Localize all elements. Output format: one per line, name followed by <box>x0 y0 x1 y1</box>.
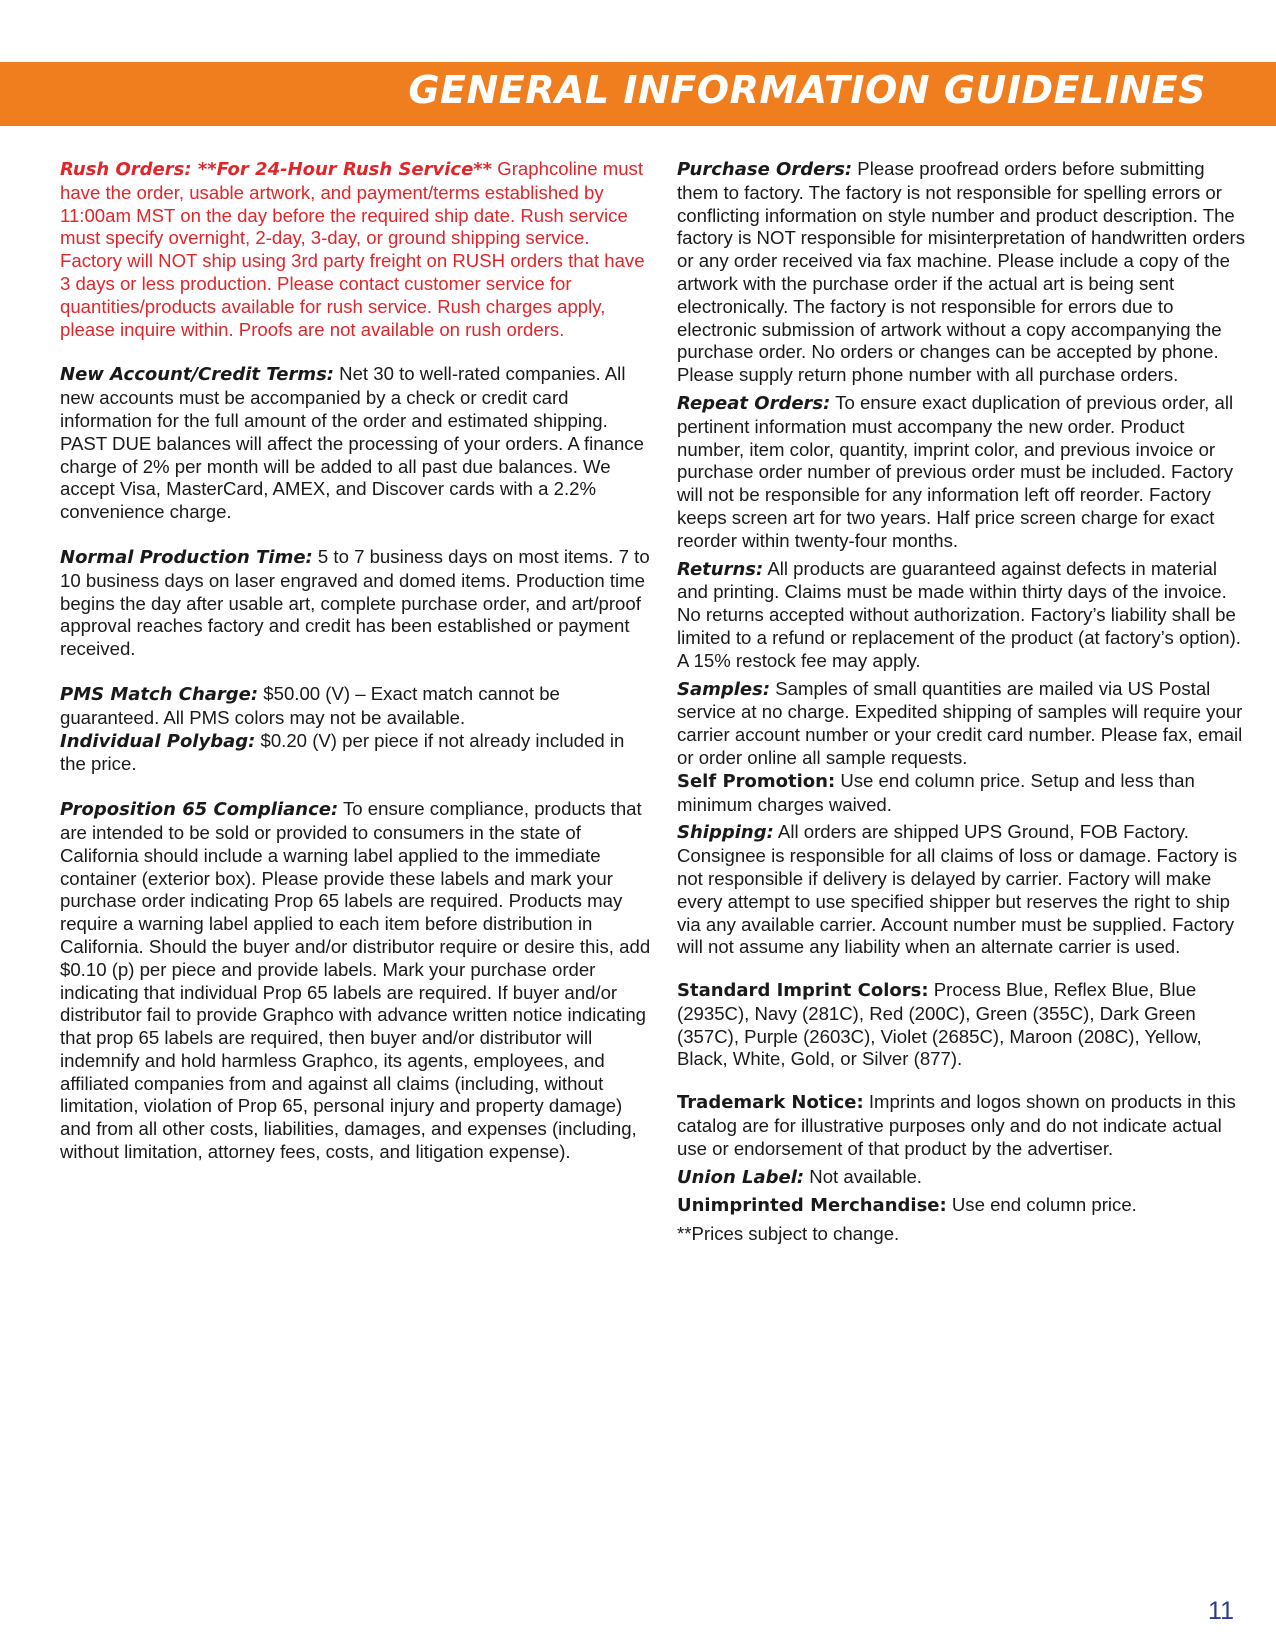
section-body: Imprints and logos shown on products in this catalog are for illustrative purposes only and do not indicate actual use or endorsement of that product by the advertiser. <box>677 1091 1236 1159</box>
page-number: 11 <box>1208 1597 1234 1625</box>
section-heading: Repeat Orders: <box>677 392 831 414</box>
production-time-section <box>60 546 654 661</box>
section-heading: Self Promotion: <box>677 770 836 792</box>
unimprinted-section <box>677 1194 1251 1218</box>
section-body: Net 30 to well-rated companies. All new accounts must be accompanied by a check or credit card information for the full amount of the order and estimated shipping. PAST DUE balances will affect the processing of your orders. A finance charge of 2% per month will be added to all past due balances. We accept Visa, MasterCard, AMEX, and Discover cards with a 2.2% convenience charge. <box>60 363 644 523</box>
section-body: Graphcoline must have the order, usable artwork, and payment/terms established by 11:00am MST on the day before the required ship date. Rush service must specify overnight, 2-day, 3-day, or ground shipping service. Factory will NOT ship using 3rd party freight on RUSH orders that have 3 days or less production. Please contact customer service for quantities/products available for rush service. Rush charges apply, please inquire within. Proofs are not available on rush orders. <box>60 158 645 340</box>
rush-orders-section <box>60 158 654 341</box>
section-body: 5 to 7 business days on most items. 7 to 10 business days on laser engraved and domed items. Production time begins the day after usable art, complete purchase order, and art/proof approval reaches factory and credit has been established or payment received. <box>60 545 650 660</box>
credit-terms-section <box>60 363 654 524</box>
section-body: Not available. <box>804 1165 922 1187</box>
section-heading: Purchase Orders: <box>677 159 853 180</box>
section-body: Process Blue, Reflex Blue, Blue (2935C), Navy (281C), Red (200C), Green (355C), Dark Green (357C), Purple (2603C), Violet (2685C), Maroon (208C), Yellow, Black, White, Gold, or Silver (877). <box>677 979 1202 1070</box>
section-heading: Returns: <box>677 558 764 580</box>
section-heading: Samples: <box>677 678 771 700</box>
right-column <box>677 158 1251 1251</box>
prices-note <box>677 1223 1251 1246</box>
section-heading: Normal Production Time: <box>60 546 313 568</box>
section-heading: Individual Polybag: <box>60 730 256 752</box>
section-heading: Union Label: <box>677 1166 805 1188</box>
repeat-orders-section <box>677 392 1251 553</box>
note-text: **Prices subject to change. <box>677 1223 900 1245</box>
header-banner <box>0 62 1276 126</box>
section-body: All products are guaranteed against defects in material and printing. Claims must be made within thirty days of the invoice. No returns accepted without authorization. Factory’s liability shall be limited to a refund or replacement of the product (at factory’s option). A 15% restock fee may apply. <box>677 557 1241 671</box>
section-body: Use end column price. <box>946 1194 1137 1216</box>
left-column <box>60 158 654 1186</box>
polybag-section <box>60 730 654 777</box>
section-heading: Rush Orders: **For 24-Hour Rush Service** <box>60 159 493 180</box>
pms-match-section <box>60 683 654 730</box>
purchase-orders-section <box>677 158 1251 387</box>
section-body: To ensure exact duplication of previous order, all pertinent information must accompany the new order. Product number, item color, quantity, imprint color, and previous invoice or purchase order number of previous order must be included. Factory will not be responsible for any information left off reorder. Factory keeps screen art for two years. Half price screen charge for exact reorder within twenty-four months. <box>677 391 1234 551</box>
prop65-section <box>60 798 654 1164</box>
section-heading: Trademark Notice: <box>677 1092 864 1114</box>
section-heading: Proposition 65 Compliance: <box>60 799 339 821</box>
trademark-section <box>677 1091 1251 1160</box>
section-body: Please proofread orders before submitting them to factory. The factory is not responsible for spelling errors or conflicting information on style number and product description. The factory is NOT responsible for misinterpretation of handwritten orders or any order received via fax machine. Please include a copy of the artwork with the purchase order if the actual art is being sent electronically. The factory is not responsible for errors due to electronic submission of artwork without a copy accompanying the purchase order. No orders or changes can be accepted by phone. Please supply return phone number with all purchase orders. <box>677 158 1246 386</box>
imprint-colors-section <box>677 979 1251 1071</box>
self-promotion-section <box>677 770 1251 817</box>
section-body: To ensure compliance, products that are intended to be sold or provided to consumers in the state of California should include a warning label applied to the immediate container (exterior box). Please provide these labels and mark your purchase order indicating Prop 65 labels are required. Products may require a warning label applied to each item before distribution in California. Should the buyer and/or distributor require or desire this, add $0.10 (p) per piece and provide labels. Mark your purchase order indicating that individual Prop 65 labels are required. If buyer and/or distributor fail to provide Graphco with advance written notice indicating that prop 65 labels are required, then buyer and/or distributor will indemnify and hold harmless Graphco, its agents, employees, and affiliated companies from and against all claims (including, without limitation, violation of Prop 65, personal injury and property damage) and from all other costs, liabilities, damages, and expenses (including, without limitation, attorney fees, costs, and litigation expense). <box>60 798 651 1163</box>
returns-section <box>677 558 1251 673</box>
section-body: $0.20 (V) per piece if not already included in the price. <box>60 729 625 775</box>
section-heading: New Account/Credit Terms: <box>60 364 334 386</box>
samples-section <box>677 678 1251 770</box>
section-body: Use end column price. Setup and less than minimum charges waived. <box>677 769 1195 815</box>
section-heading: Shipping: <box>677 822 774 844</box>
section-body: $50.00 (V) – Exact match cannot be guaranteed. All PMS colors may not be available. <box>60 682 560 728</box>
section-heading: Standard Imprint Colors: <box>677 980 929 1002</box>
section-heading: PMS Match Charge: <box>60 683 259 705</box>
section-heading: Unimprinted Merchandise: <box>677 1195 947 1217</box>
page-title: GENERAL INFORMATION GUIDELINES <box>408 68 1206 112</box>
shipping-section <box>677 821 1251 959</box>
union-label-section <box>677 1166 1251 1190</box>
section-body: Samples of small quantities are mailed via US Postal service at no charge. Expedited shipping of samples will require your carrier account number or your credit card number. Please fax, email or order online all sample requests. <box>677 677 1243 768</box>
section-body: All orders are shipped UPS Ground, FOB Factory. Consignee is responsible for all claims of loss or damage. Factory is not responsible if delivery is delayed by carrier. Factory will make every attempt to use specified shipper but reserves the right to ship via any available carrier. Account number must be supplied. Factory will not assume any liability when an alternate carrier is used. <box>677 821 1238 958</box>
